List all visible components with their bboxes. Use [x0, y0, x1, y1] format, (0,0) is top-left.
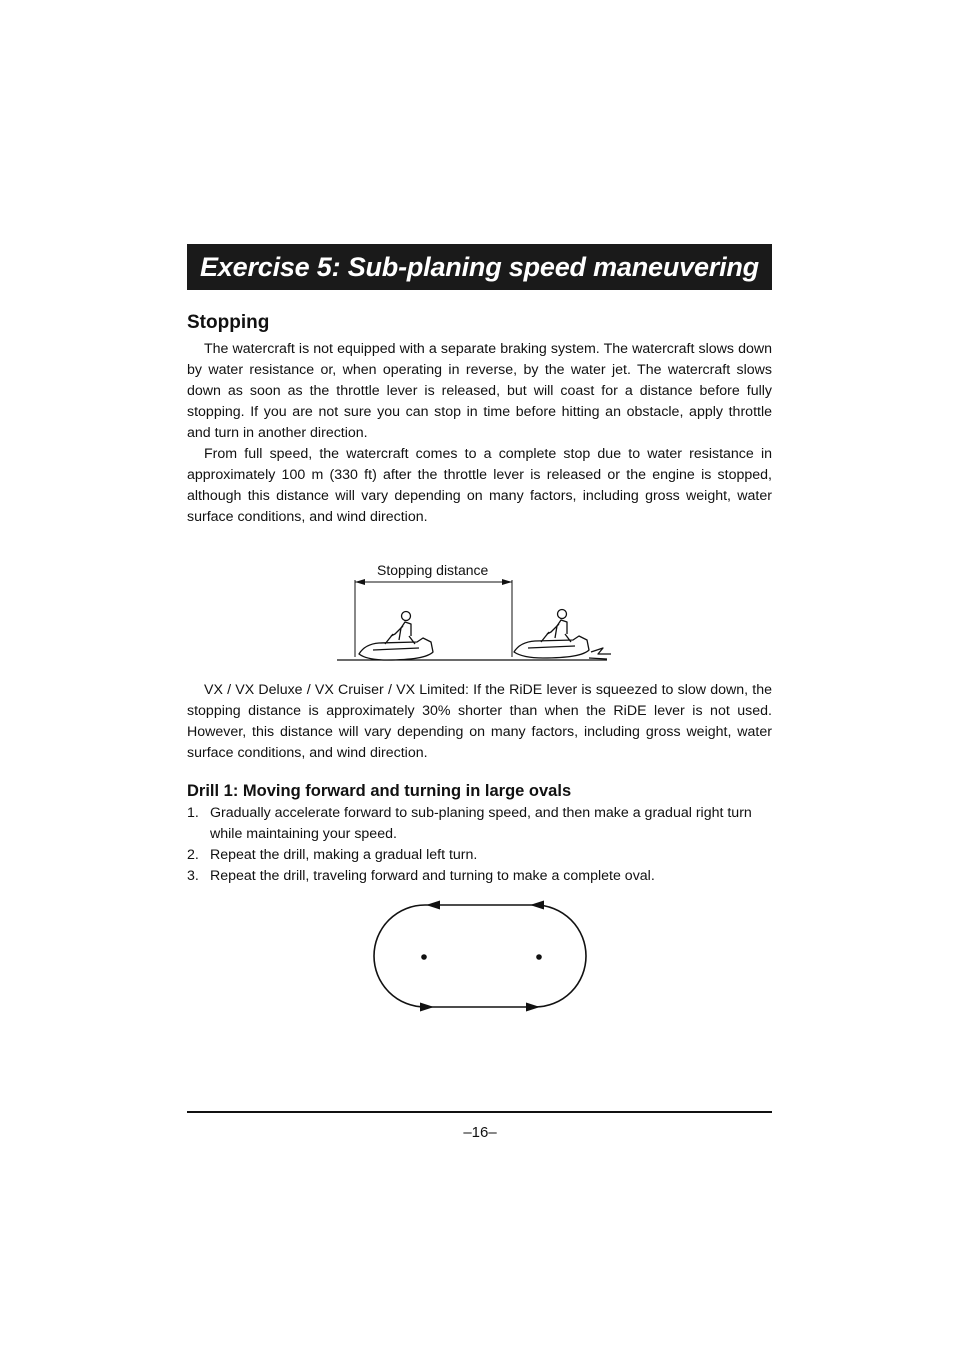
step-number: 3. — [187, 868, 199, 884]
footer-divider — [187, 1111, 772, 1113]
stopping-paragraph-3: VX / VX Deluxe / VX Cruiser / VX Limited: If the RiDE lever is squeezed to slow down, the stopping distance is approximately 30% shorter than when the RiDE lever is not used. However, this distance will vary depending on many factors, including gross weight, water surface conditions, and wind direction. — [187, 682, 772, 761]
stopping-distance-label: Stopping distance — [377, 562, 489, 578]
stopping-distance-figure — [187, 532, 772, 680]
step-number: 1. — [187, 805, 199, 821]
stopping-paragraph-2: From full speed, the watercraft comes to a complete stop due to water resistance in approximately 100 m (330 ft) after the throttle lever is released or the engine is stopped, although this distance will vary depending on many factors, including gross weight, water surface conditions, and wind direction. — [187, 446, 772, 525]
turn-center-dot — [536, 954, 542, 960]
watercraft-stopped-icon — [359, 612, 433, 661]
stopping-heading: Stopping — [187, 312, 270, 333]
section-banner — [187, 244, 772, 290]
watercraft-moving-icon — [514, 610, 611, 660]
list-item — [187, 803, 772, 845]
watercraft-illustration — [187, 532, 772, 680]
drill-1-steps — [187, 803, 772, 887]
arrow-left-icon — [530, 901, 544, 910]
drill-1-heading: Drill 1: Moving forward and turning in large ovals — [187, 782, 572, 800]
arrow-right-icon — [526, 1003, 540, 1012]
oval-track — [374, 905, 586, 1007]
step-text: Repeat the drill, making a gradual left turn. — [210, 847, 478, 863]
page-title: Exercise 5: Sub-planing speed maneuvering — [200, 251, 759, 282]
turn-center-dot — [421, 954, 427, 960]
arrow-right-icon — [420, 1003, 434, 1012]
step-number: 2. — [187, 847, 199, 863]
oval-path-diagram — [360, 895, 600, 1020]
page-number: –16– — [463, 1124, 497, 1141]
main-content — [187, 312, 772, 887]
list-item — [187, 866, 772, 887]
step-text: Gradually accelerate forward to sub-planing speed, and then make a gradual right turn while maintaining your speed. — [210, 805, 752, 842]
arrow-left-icon — [426, 901, 440, 910]
step-text: Repeat the drill, traveling forward and turning to make a complete oval. — [210, 868, 655, 884]
list-item — [187, 845, 772, 866]
stopping-paragraph-1: The watercraft is not equipped with a separate braking system. The watercraft slows down by water resistance or, when operating in reverse, by the water jet. The watercraft slows down as soon as the throttle lever is released, but will coast for a distance before fully stopping. If you are not sure you can stop in time before hitting an obstacle, apply throttle and turn in another direction. — [187, 341, 772, 441]
